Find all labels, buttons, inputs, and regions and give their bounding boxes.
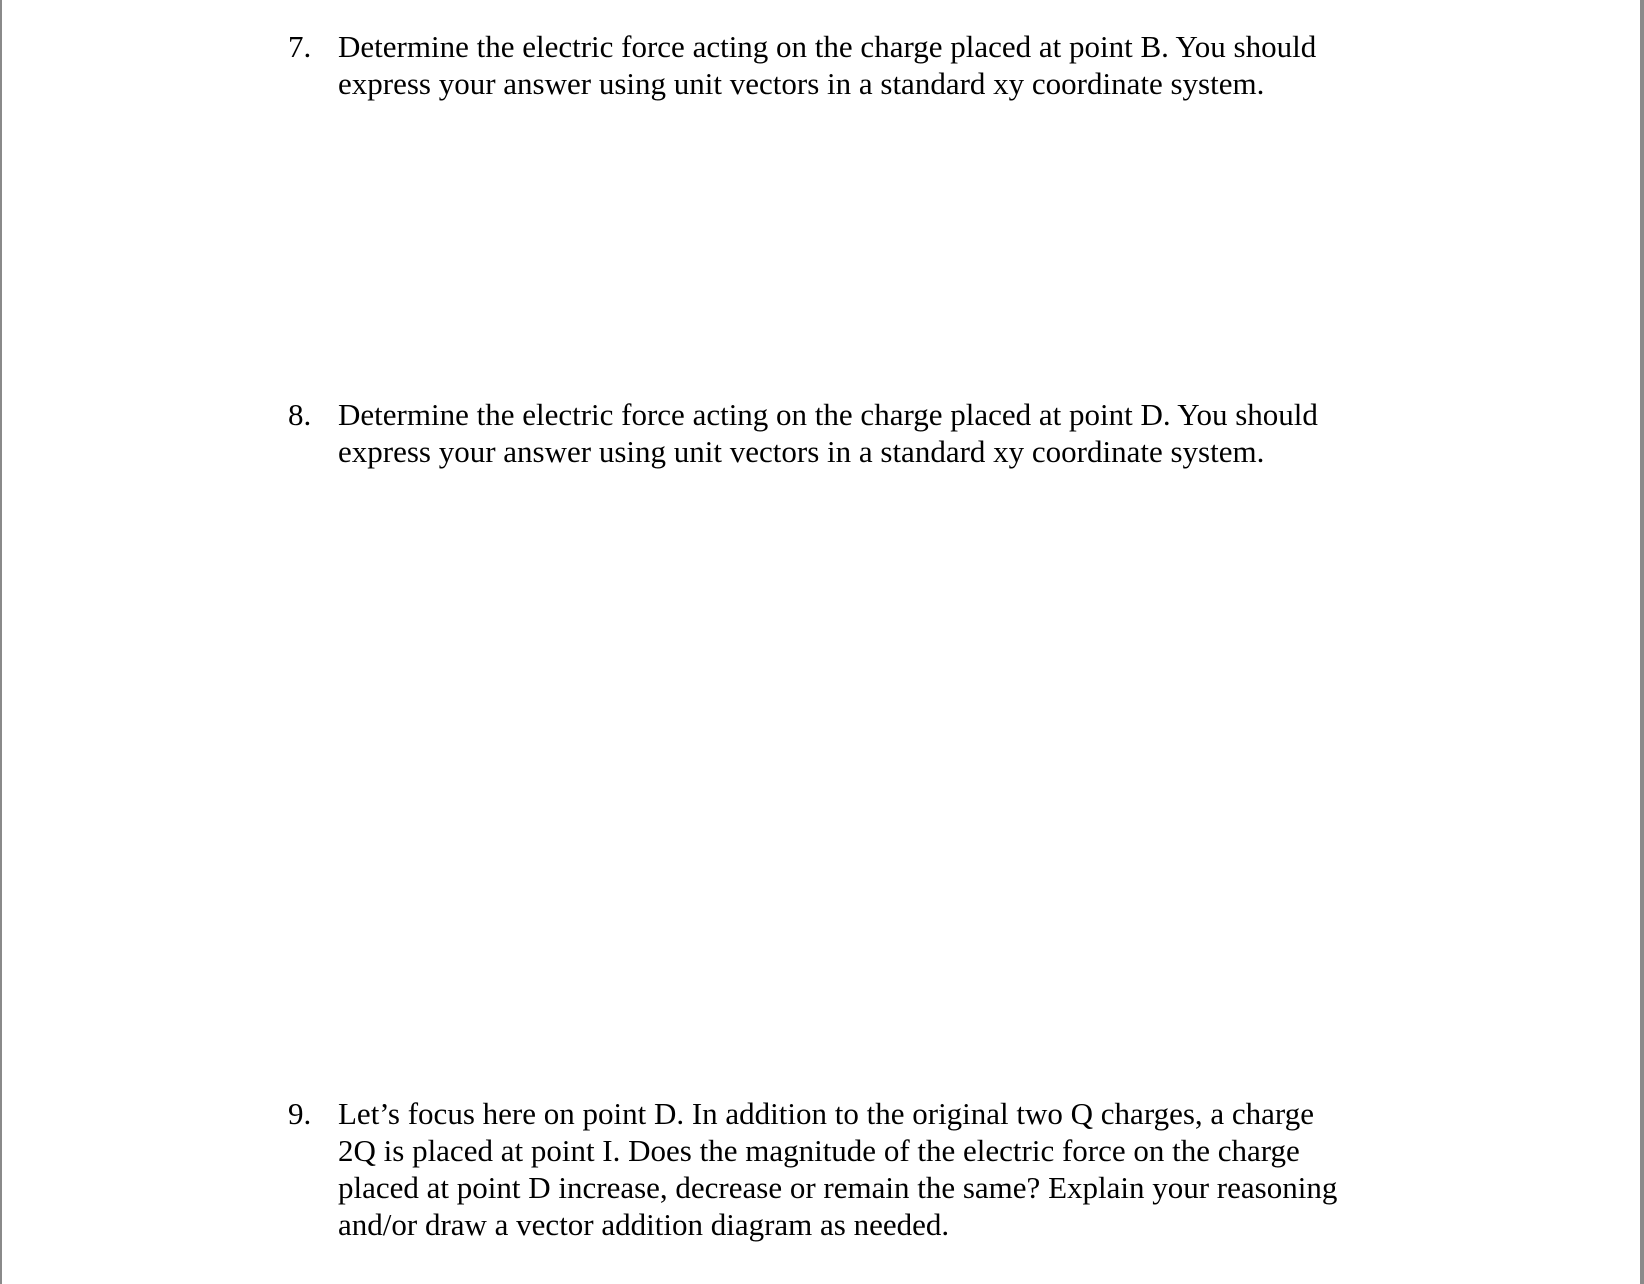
- question-9-line-2: 2Q is placed at point I. Does the magnitude of the electric force on the charge: [338, 1133, 1300, 1168]
- question-9-line-3: placed at point D increase, decrease or remain the same? Explain your reasoning: [338, 1170, 1338, 1205]
- question-8-line-1: Determine the electric force acting on the charge placed at point D. You should: [338, 397, 1318, 432]
- question-7-line-1: Determine the electric force acting on the charge placed at point B. You should: [338, 29, 1317, 64]
- question-7-line-2: express your answer using unit vectors in a standard xy coordinate system.: [338, 66, 1265, 101]
- question-8-text: [338, 396, 1388, 470]
- question-7-number: 7.: [288, 29, 312, 64]
- question-9-text: [338, 1095, 1388, 1243]
- question-7-text: [338, 28, 1388, 102]
- question-9-line-1: Let’s focus here on point D. In addition to the original two Q charges, a charge: [338, 1096, 1314, 1131]
- page-right-border: [1640, 0, 1644, 1284]
- page-left-border: [0, 0, 2, 1284]
- question-9-number: 9.: [288, 1096, 312, 1131]
- question-9-line-4: and/or draw a vector addition diagram as needed.: [338, 1207, 950, 1242]
- question-8-number: 8.: [288, 397, 312, 432]
- question-8-line-2: express your answer using unit vectors in a standard xy coordinate system.: [338, 434, 1265, 469]
